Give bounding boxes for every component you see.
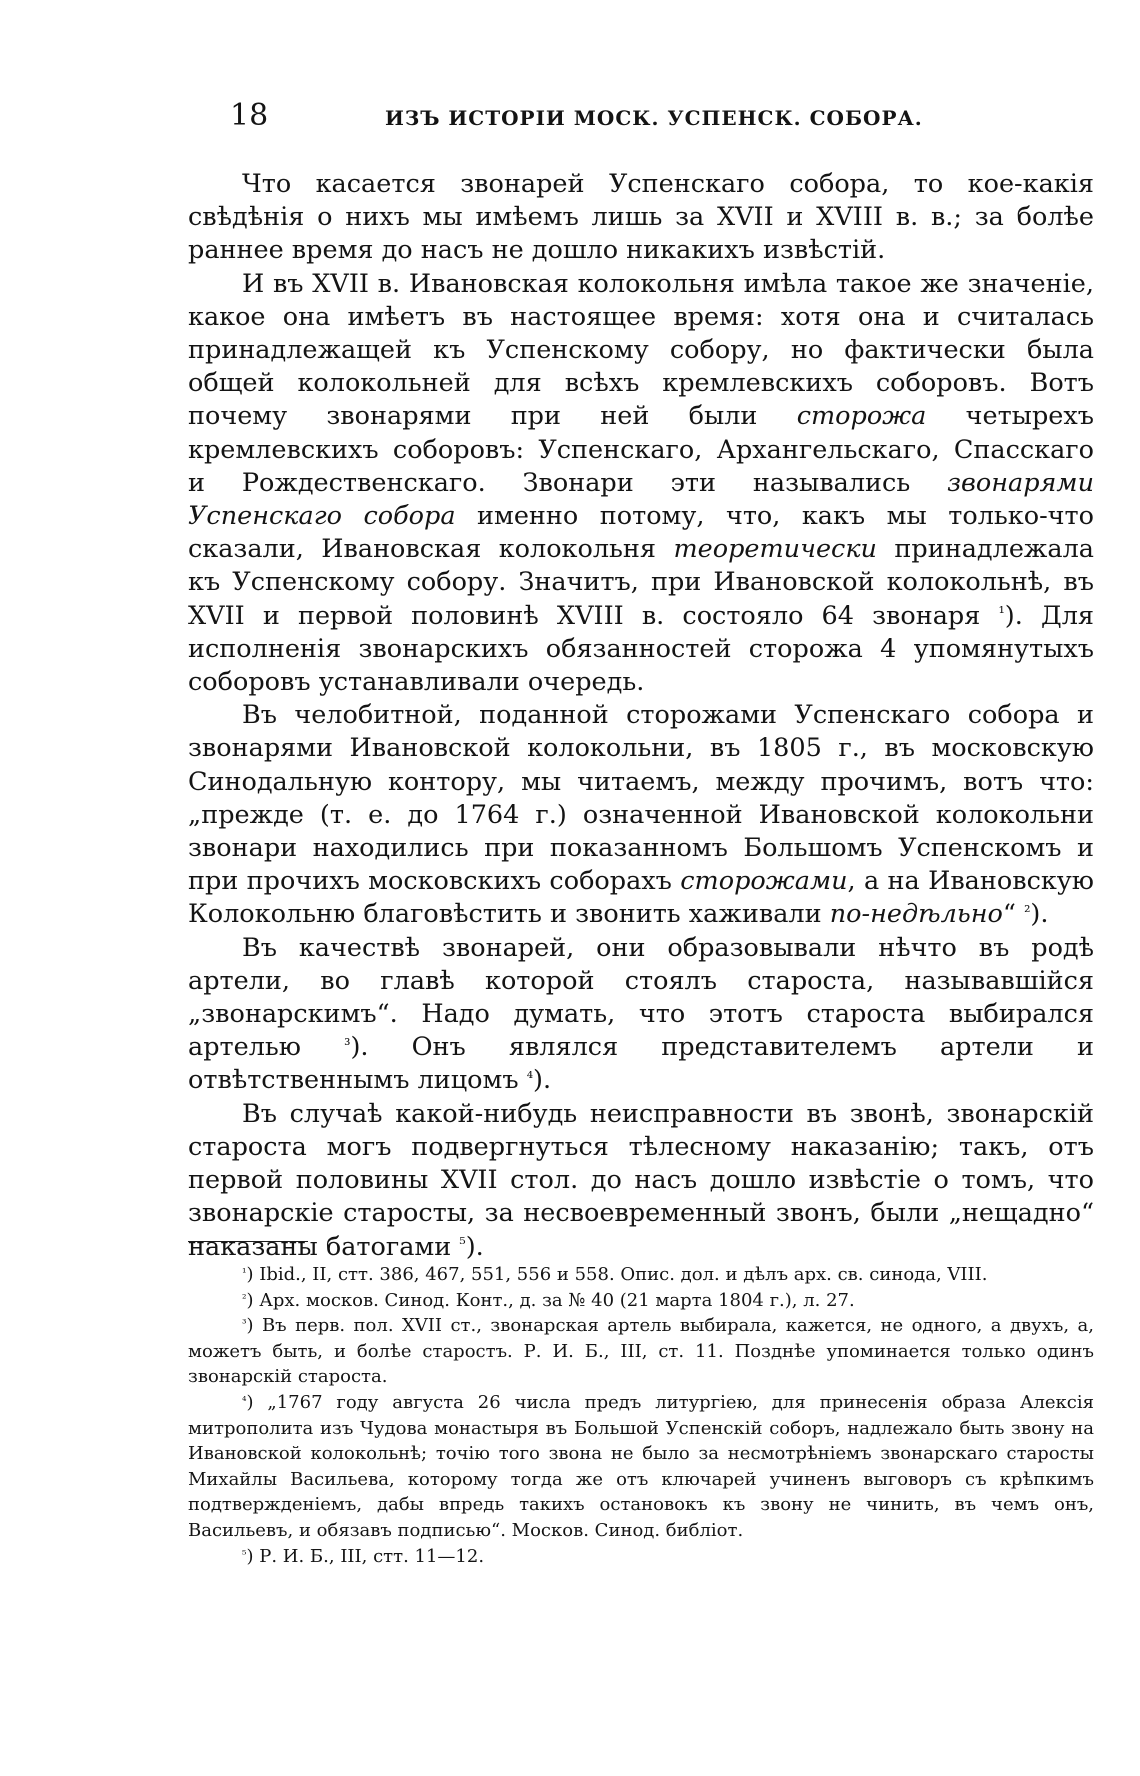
- footnote-ref: ⁴: [526, 1067, 534, 1087]
- main-text: [188, 168, 1094, 1264]
- footnote-mark: ²: [242, 1291, 247, 1305]
- text-run: ).: [1030, 899, 1049, 930]
- footnote-text: ) Въ перв. пол. XVII ст., звонарская артель выбирала, кажется, не одного, а двухъ, а, можетъ быть, и болѣе старостъ. Р. И. Б., III, ст. 11. Позднѣе упоминается только одинъ звонарскій староста.: [188, 1315, 1094, 1388]
- footnote: [188, 1390, 1094, 1544]
- footnote-ref: ⁵: [459, 1233, 466, 1253]
- paragraph: [188, 1098, 1094, 1264]
- footnote: [188, 1288, 1094, 1314]
- running-title: ИЗЪ ИСТОРІИ МОСК. УСПЕНСК. СОБОРА.: [385, 106, 923, 130]
- footnote-text: ) Арх. москов. Синод. Конт., д. за № 40 (21 марта 1804 г.), л. 27.: [246, 1289, 855, 1311]
- paragraph: [188, 932, 1094, 1098]
- page-number: 18: [230, 98, 269, 133]
- text-run: именно потому, что, какъ мы только-что сказали, Ивановская колокольня: [188, 501, 1095, 565]
- text-run: ). Для исполненія звонарскихъ обязанностей сторожа 4 упомянутыхъ соборовъ устанавливали очередь.: [188, 600, 1094, 698]
- footnote-mark: ⁴: [242, 1394, 247, 1408]
- italic-term: теоретически: [673, 534, 877, 565]
- footnote-ref: ¹: [998, 603, 1005, 623]
- footnote-mark: ¹: [242, 1266, 247, 1280]
- text-run: ). Онъ являлся представителемъ артели и отвѣтственнымъ лицомъ: [188, 1032, 1094, 1096]
- paragraph: [188, 699, 1094, 931]
- italic-term: по-недѣльно: [829, 899, 1003, 930]
- running-head: [230, 96, 1050, 136]
- footnote-ref: ³: [344, 1034, 351, 1054]
- footnotes: [188, 1262, 1094, 1569]
- paragraph: [188, 268, 1094, 700]
- footnote-mark: ⁵: [242, 1547, 247, 1561]
- text-run: ).: [465, 1231, 484, 1262]
- text-run: И въ XVII в. Ивановская колокольня имѣла такое же значеніе, какое она имѣетъ въ настоящее время: хотя она и считалась принадлежащей къ Успенскому собору, но фактически была общей колокольней для всѣхъ кремлевскихъ соборовъ. Вотъ почему звонарями при ней были: [188, 268, 1094, 432]
- footnote-ref: ²: [1024, 901, 1031, 921]
- text-run: принадлежала къ Успенскому собору. Значитъ, при Ивановской колокольнѣ, въ XVII и первой половинѣ XVIII в. состояло 64 звонаря: [188, 534, 1094, 631]
- footnote-divider: [188, 1241, 308, 1242]
- italic-term: сторожами: [680, 866, 848, 897]
- footnote-text: ) Ibid., II, стт. 386, 467, 551, 556 и 558. Опис. дол. и дѣлъ арх. св. синода, VIII.: [246, 1264, 988, 1285]
- text-run: Въ случаѣ какой-нибудь неисправности въ звонѣ, звонарскій староста могъ подвергнуться тѣлесному наказанію; такъ, отъ первой половины XVII стол. до насъ дошло извѣстіе о томъ, что звонарскіе старосты, за несвоевременный звонъ, были „нещадно“ наказаны батогами: [188, 1098, 1094, 1262]
- footnote: [188, 1313, 1094, 1390]
- text-run: Въ качествѣ звонарей, они образовывали нѣчто въ родѣ артели, во главѣ которой стоялъ староста, называвшійся „звонарскимъ“. Надо думать, что этотъ староста выбирался артелью: [188, 932, 1094, 1063]
- footnote-text: ) „1767 году августа 26 числа предъ литургіею, для принесенія образа Алексія митрополита изъ Чудова монастыря въ Большой Успенскій соборъ, надлежало быть звону на Ивановской колокольнѣ; точію того звона не было за несмотрѣніемъ звонарскаго старосты Михайлы Васильева, которому тогда же отъ ключарей учиненъ выговоръ съ крѣпкимъ подтвержденіемъ, дабы впредь такихъ остановокъ къ звону не чинить, въ чемъ онъ, Васильевъ, и обязавъ подписью“. Москов. Синод. библіот.: [188, 1391, 1094, 1541]
- footnote: [188, 1544, 1094, 1570]
- text-run: , а на Ивановскую Колокольню благовѣстить и звонить хаживали: [188, 866, 1095, 930]
- text-run: ).: [533, 1065, 552, 1096]
- italic-term: сторожа: [796, 401, 927, 432]
- text-run: Что касается звонарей Успенскаго собора, то кое-какія свѣдѣнія о нихъ мы имѣемъ лишь за XVII и XVIII в. в.; за болѣе раннее время до насъ не дошло никакихъ извѣстій.: [188, 169, 1094, 266]
- text-run: четырехъ кремлевскихъ соборовъ: Успенскаго, Архангельскаго, Спасскаго и Рождественскаго. Звонари эти назывались: [188, 401, 1094, 498]
- footnote-mark: ³: [242, 1317, 247, 1331]
- footnote: [188, 1262, 1094, 1288]
- italic-term: звонарями Успенскаго собора: [188, 467, 1094, 532]
- footnote-text: ) Р. И. Б., III, стт. 11—12.: [246, 1545, 485, 1567]
- paragraph: [188, 168, 1094, 268]
- text-run: Въ челобитной, поданной сторожами Успенскаго собора и звонарями Ивановской колокольни, въ 1805 г., въ московскую Синодальную контору, мы читаемъ, между прочимъ, вотъ что: „прежде (т. е. до 1764 г.) означенной Ивановской колокольни звонари находились при показанномъ Большомъ Успенскомъ и при прочихъ московскихъ соборахъ: [188, 700, 1094, 897]
- text-run: “: [1002, 899, 1025, 930]
